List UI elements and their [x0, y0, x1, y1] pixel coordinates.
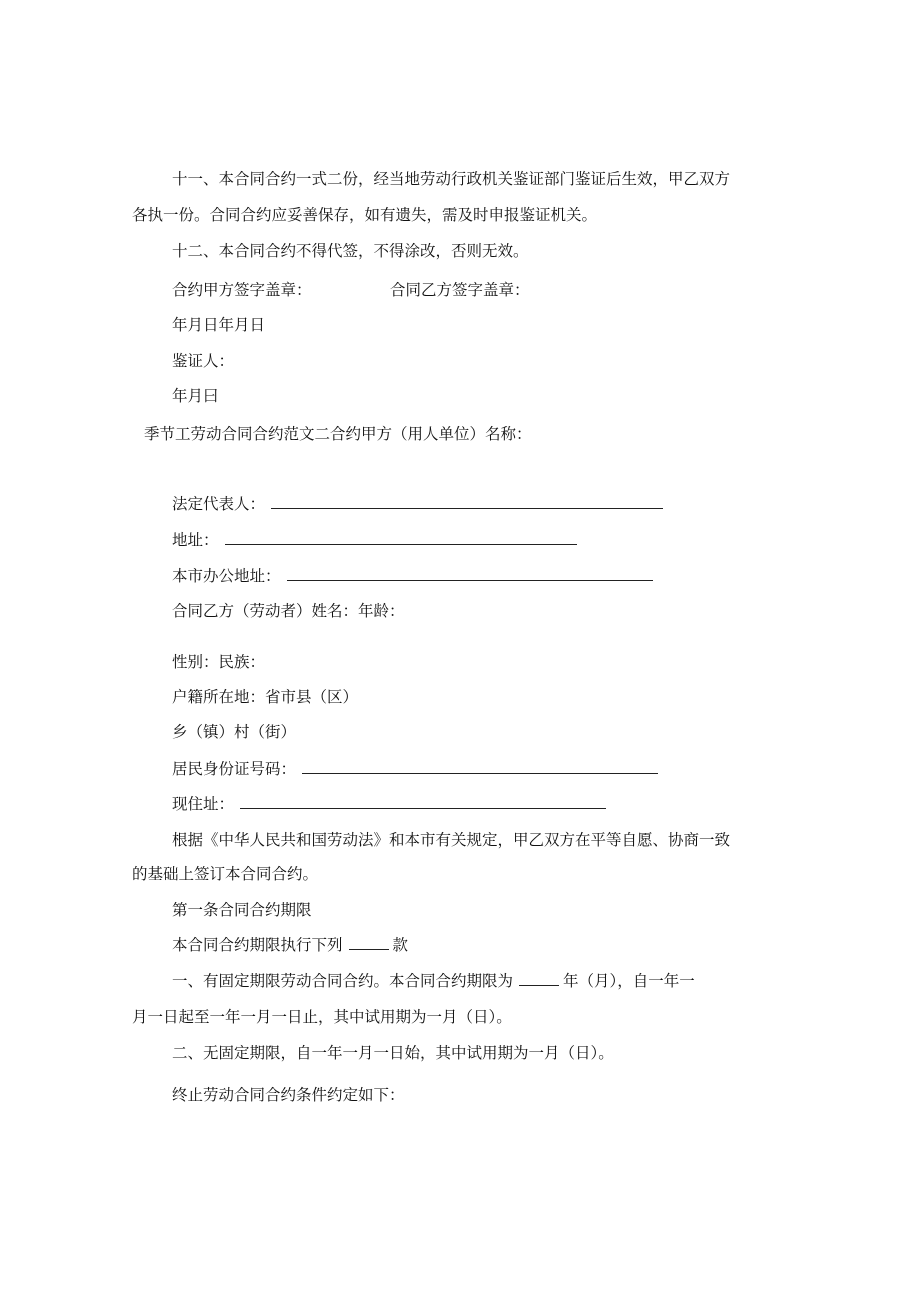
fixed-term-text-b: 年（月），自一年一 [563, 972, 695, 990]
township: 乡（镇）村（街） [172, 723, 297, 741]
city-office-field [172, 565, 653, 587]
term-blank [349, 935, 389, 950]
id-number-field [172, 758, 658, 780]
fixed-term-text-a: 一、有固定期限劳动合同合约。本合同合约期限为 [172, 972, 514, 990]
city-office-blank [287, 566, 653, 581]
legal-rep-field [172, 493, 663, 515]
clause12: 十二、本合同合约不得代签，不得涂改，否则无效。 [172, 242, 529, 260]
legal-rep-label: 法定代表人： [172, 495, 266, 513]
city-office-label: 本市办公地址： [172, 567, 281, 585]
preamble-line1: 根据《中华人民共和国劳动法》和本市有关规定，甲乙双方在平等自愿、协商一致 [172, 831, 731, 849]
witness-date: 年月曰 [172, 387, 219, 405]
id-number-blank [302, 759, 658, 774]
template2-heading: 季节工劳动合同合约范文二合约甲方（用人单位）名称： [144, 425, 532, 443]
address-label: 地址： [172, 531, 219, 549]
term-prefix: 本合同合约期限执行下列 [172, 936, 343, 954]
signature-dates: 年月日年月日 [172, 316, 266, 334]
household-registration: 户籍所在地：省市县（区） [172, 688, 359, 706]
party-a-signature-label: 合约甲方签字盖章： [172, 281, 312, 299]
clause11-line1: 十一、本合同合约一式二份，经当地劳动行政机关鉴证部门鉴证后生效，甲乙双方 [172, 170, 731, 188]
term-suffix: 款 [392, 936, 409, 954]
term-selection [172, 934, 408, 956]
clause11-line2: 各执一份。合同合约应妥善保存，如有遗失，需及时申报鉴证机关。 [132, 206, 598, 224]
fixed-term-line1 [172, 970, 695, 992]
current-address-blank [240, 794, 606, 809]
termination-conditions: 终止劳动合同合约条件约定如下： [172, 1086, 405, 1104]
id-number-label: 居民身份证号码： [172, 760, 297, 778]
legal-rep-blank [271, 494, 663, 509]
address-field [172, 529, 577, 551]
witness-label: 鉴证人： [172, 352, 235, 370]
preamble-line2: 的基础上签订本合同合约。 [132, 865, 319, 883]
article1-title: 第一条合同合约期限 [172, 901, 312, 919]
current-address-label: 现住址： [172, 795, 235, 813]
current-address-field [172, 793, 606, 815]
party-b-signature-label: 合同乙方签字盖章： [390, 281, 530, 299]
address-blank [225, 530, 577, 545]
gender-ethnicity: 性别：民族： [172, 653, 266, 671]
fixed-term-line2: 月一日起至一年一月一日止，其中试用期为一月（日）。 [132, 1008, 512, 1026]
fixed-term-blank [519, 971, 559, 986]
open-ended-term: 二、无固定期限，自一年一月一日始，其中试用期为一月（日）。 [172, 1044, 614, 1062]
employee-name-age: 合同乙方（劳动者）姓名：年龄： [172, 602, 405, 620]
